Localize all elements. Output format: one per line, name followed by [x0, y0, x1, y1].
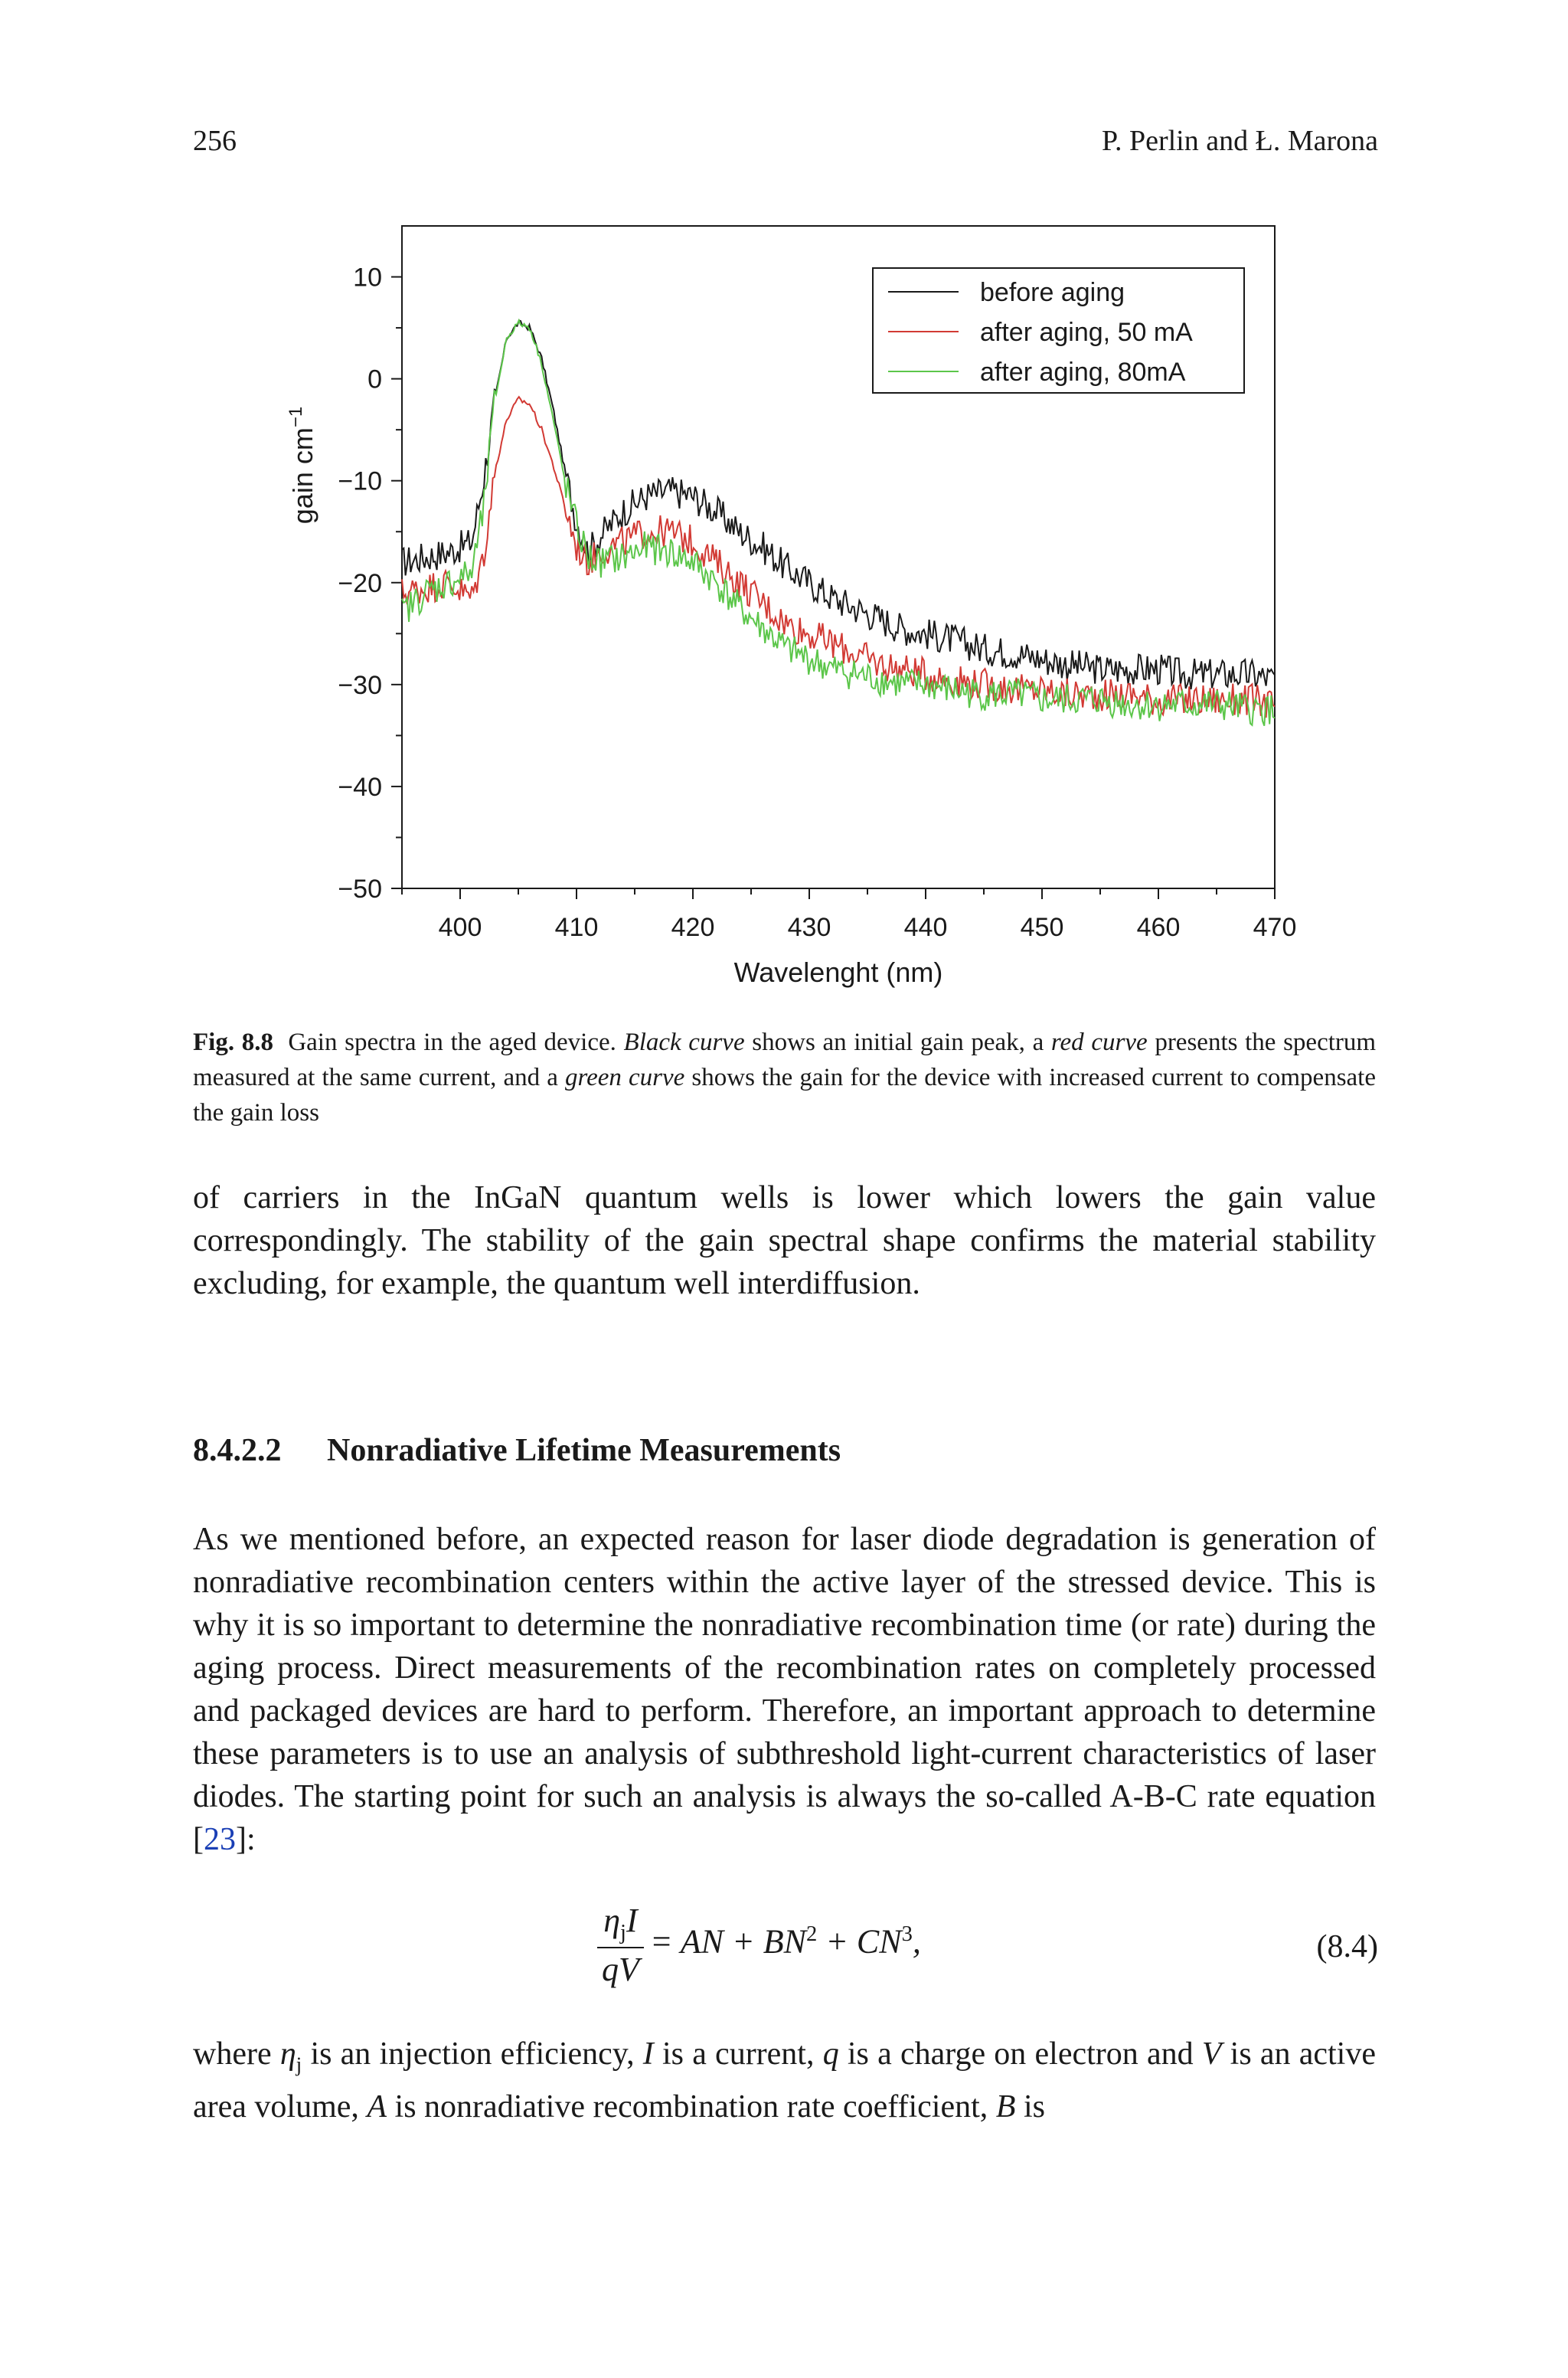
legend-label: after aging, 80mA	[980, 358, 1186, 387]
caption-text: shows the gain for the device with increased current to compensate the gain loss	[193, 1064, 1377, 1127]
eta-symbol: η	[279, 2036, 296, 2072]
equation-rhs: ,	[912, 1922, 921, 1961]
paragraph-text: where	[193, 2036, 280, 2072]
variable-A: A	[367, 2089, 387, 2125]
x-tick-label: 400	[438, 913, 482, 942]
y-tick-label: −40	[338, 772, 382, 802]
caption-black-curve: Black curve	[623, 1029, 745, 1056]
caption-text: shows an initial gain peak, a	[752, 1029, 1044, 1056]
y-axis-label-exponent: −1	[286, 406, 306, 428]
paragraph-abc-intro	[193, 1518, 1376, 1861]
current-symbol: I	[626, 1902, 638, 1939]
x-tick-label: 470	[1253, 913, 1297, 942]
running-head: P. Perlin and Ł. Marona	[1102, 125, 1378, 157]
variable-I: I	[642, 2036, 654, 2072]
y-tick-label: −10	[338, 466, 382, 496]
eta-subscript: j	[296, 2053, 302, 2076]
exponent: 2	[805, 1922, 818, 1946]
equation-rhs: = AN + BN	[649, 1922, 806, 1961]
caption-text: presents the spectrum measured at the same current, and a	[193, 1029, 1377, 1091]
figure-label: Fig. 8.8	[193, 1029, 273, 1056]
caption-text: Gain spectra in the aged device.	[288, 1029, 616, 1056]
gain-spectra-chart	[260, 207, 1332, 1003]
y-axis-label	[286, 407, 318, 524]
figure-caption	[193, 1025, 1376, 1130]
paragraph-text: As we mentioned before, an expected reason for laser diode degradation is generation of nonradiative recombination centers within the active layer of the stressed device. This is why it is so important to determine the nonradiative recombination time (or rate) during the aging process. Direct measurements of the recombination rates on completely processed and packaged devices are hard to perform. Therefore, an important approach to determine these parameters is to use an analysis of subthreshold light-current characteristics of laser diodes. The starting point for such an analysis is always the so-called A-B-C rate equation [	[193, 1522, 1376, 1857]
y-tick-label: −20	[338, 568, 382, 598]
paragraph-text: is a charge on electron and	[838, 2036, 1202, 2072]
x-axis-label: Wavelenght (nm)	[733, 957, 943, 988]
exponent: 3	[901, 1922, 913, 1946]
page-number: 256	[193, 125, 237, 157]
eta-subscript: j	[620, 1920, 626, 1945]
section-heading	[193, 1432, 841, 1469]
x-tick-label: 430	[787, 913, 831, 942]
paragraph-intro: of carriers in the InGaN quantum wells is lower which lowers the gain value correspondingly. The stability of the gain spectral shape confirms the material stability excluding, for example, the quantum well interdiffusion.	[193, 1180, 1376, 1301]
paragraph-text: is a current,	[653, 2036, 823, 2072]
variable-B: B	[995, 2089, 1016, 2125]
equation-denominator: qV	[602, 1950, 639, 1988]
x-tick-label: 410	[554, 913, 599, 942]
caption-red-curve: red curve	[1050, 1029, 1148, 1056]
paragraph-text: is an injection efficiency,	[302, 2036, 643, 2072]
paragraph-text: is nonradiative recombination rate coefficient,	[387, 2089, 996, 2125]
variable-q: q	[822, 2036, 839, 2072]
y-tick-label: −50	[338, 875, 382, 904]
paragraph-definitions	[193, 2033, 1376, 2128]
variable-V: V	[1201, 2036, 1222, 2072]
x-tick-label: 420	[671, 913, 715, 942]
equation-rhs: + CN	[817, 1922, 902, 1961]
section-number: 8.4.2.2	[193, 1433, 282, 1468]
y-tick-label: 10	[353, 263, 382, 293]
equation-8-4	[597, 1901, 921, 1989]
paragraph-text: ]:	[236, 1822, 256, 1857]
caption-green-curve: green curve	[565, 1064, 685, 1091]
equation-fraction	[597, 1901, 644, 1989]
y-tick-label: 0	[368, 365, 382, 394]
paragraph-text: is an active area volume,	[193, 2036, 1376, 2125]
eta-symbol: η	[603, 1902, 621, 1939]
legend-label: before aging	[980, 278, 1125, 307]
y-tick-label: −30	[338, 670, 382, 700]
x-tick-label: 450	[1020, 913, 1064, 942]
x-tick-label: 440	[903, 913, 948, 942]
citation-link[interactable]: 23	[204, 1822, 236, 1857]
x-tick-label: 460	[1136, 913, 1181, 942]
legend-label: after aging, 50 mA	[980, 318, 1193, 347]
y-axis-label-text: gain cm	[287, 427, 318, 525]
section-title: Nonradiative Lifetime Measurements	[327, 1433, 841, 1468]
paragraph-text: is	[1015, 2089, 1045, 2125]
equation-number: (8.4)	[1316, 1929, 1378, 1964]
series-line-2	[402, 397, 1275, 718]
